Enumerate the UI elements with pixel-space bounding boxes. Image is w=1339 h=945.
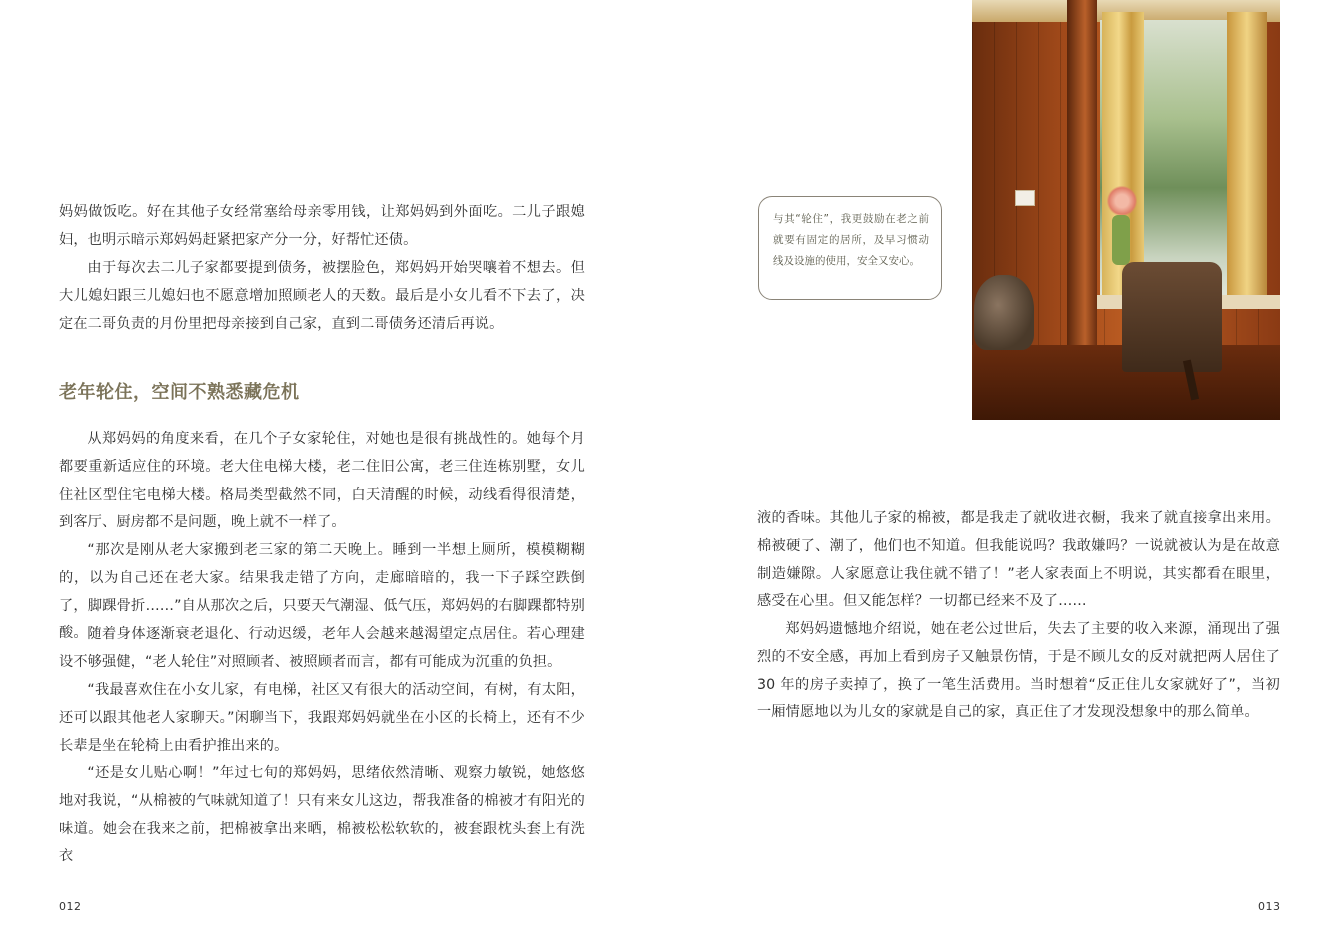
- paragraph: 液的香味。其他儿子家的棉被，都是我走了就收进衣橱，我来了就直接拿出来用。棉被硬了、潮了，他们也不知道。但我能说吗？我敢嫌吗？一说就被认为是在故意制造嫌隙。人家愿意让我住就不错了！”老人家表面上不明说，其实都看在眼里，感受在心里。但又能怎样？一切都已经来不及了……: [757, 510, 1280, 610]
- paragraph: 从郑妈妈的角度来看，在几个子女家轮住，对她也是很有挑战性的。她每个月都要重新适应住的环境。老大住电梯大楼，老二住旧公寓，老三住连栋别墅，女儿住社区型住宅电梯大楼。格局类型截然不同，白天清醒的时候，动线看得很清楚，到客厅、厨房都不是问题，晚上就不一样了。: [59, 431, 585, 531]
- paragraph: 郑妈妈遗憾地介绍说，她在老公过世后，失去了主要的收入来源，涌现出了强烈的不安全感，再加上看到房子又触景伤情，于是不顾儿女的反对就把两人居住了 30 年的房子卖掉了，换了一笔生活费用。当时想着“反正住儿女家就好了”，当初一厢情愿地以为儿女的家就是自己的家，真正住了才发现没想象中的那么简单。: [757, 621, 1280, 721]
- light-switch: [1015, 190, 1035, 206]
- flowers: [1107, 185, 1137, 217]
- page-number-right: 013: [1258, 900, 1281, 913]
- armchair: [1122, 262, 1222, 372]
- pull-quote-callout: [758, 196, 942, 300]
- vase: [1112, 215, 1130, 265]
- paragraph: “我最喜欢住在小女儿家，有电梯，社区又有很大的活动空间，有树，有太阳，还可以跟其他老人家聊天。”闲聊当下，我跟郑妈妈就坐在小区的长椅上，还有不少长辈是坐在轮椅上由看护推出来的。: [59, 682, 585, 754]
- paragraph: 随着身体逐渐衰老退化、行动迟缓，老年人会越来越渴望定点居住。若心理建设不够强健，“老人轮住”对照顾者、被照顾者而言，都有可能成为沉重的负担。: [59, 626, 585, 670]
- paragraph: 妈妈做饭吃。好在其他子女经常塞给母亲零用钱，让郑妈妈到外面吃。二儿子跟媳妇，也明示暗示郑妈妈赶紧把家产分一分，好帮忙还债。: [59, 204, 585, 248]
- paragraph: “那次是刚从老大家搬到老三家的第二天晚上。睡到一半想上厕所，模模糊糊的，以为自己还在老大家。结果我走错了方向，走廊暗暗的，我一下子踩空跌倒了，脚踝骨折……”自从那次之后，只要天气潮湿、低气压，郑妈妈的右脚踝都特别酸。: [59, 542, 585, 642]
- paragraph: “还是女儿贴心啊！”年过七旬的郑妈妈，思绪依然清晰、观察力敏锐，她悠悠地对我说，“从棉被的气味就知道了！只有来女儿这边，帮我准备的棉被才有阳光的味道。她会在我来之前，把棉被拿出来晒，棉被松松软软的，被套跟枕头套上有洗衣: [59, 765, 585, 865]
- page-number-left: 012: [59, 900, 82, 913]
- curtain: [1227, 12, 1267, 302]
- bag: [974, 275, 1034, 350]
- section-heading: 老年轮住，空间不熟悉藏危机: [59, 382, 300, 403]
- paragraph: 由于每次去二儿子家都要提到债务，被摆脸色，郑妈妈开始哭嚷着不想去。但大儿媳妇跟三儿媳妇也不愿意增加照顾老人的天数。最后是小女儿看不下去了，决定在二哥负责的月份里把母亲接到自己家，直到二哥债务还清后再说。: [59, 260, 585, 332]
- callout-text: 与其“轮住”，我更鼓励在老之前就要有固定的居所，及早习惯动线及设施的使用，安全又安心。: [773, 213, 929, 267]
- interior-photo: [972, 0, 1280, 420]
